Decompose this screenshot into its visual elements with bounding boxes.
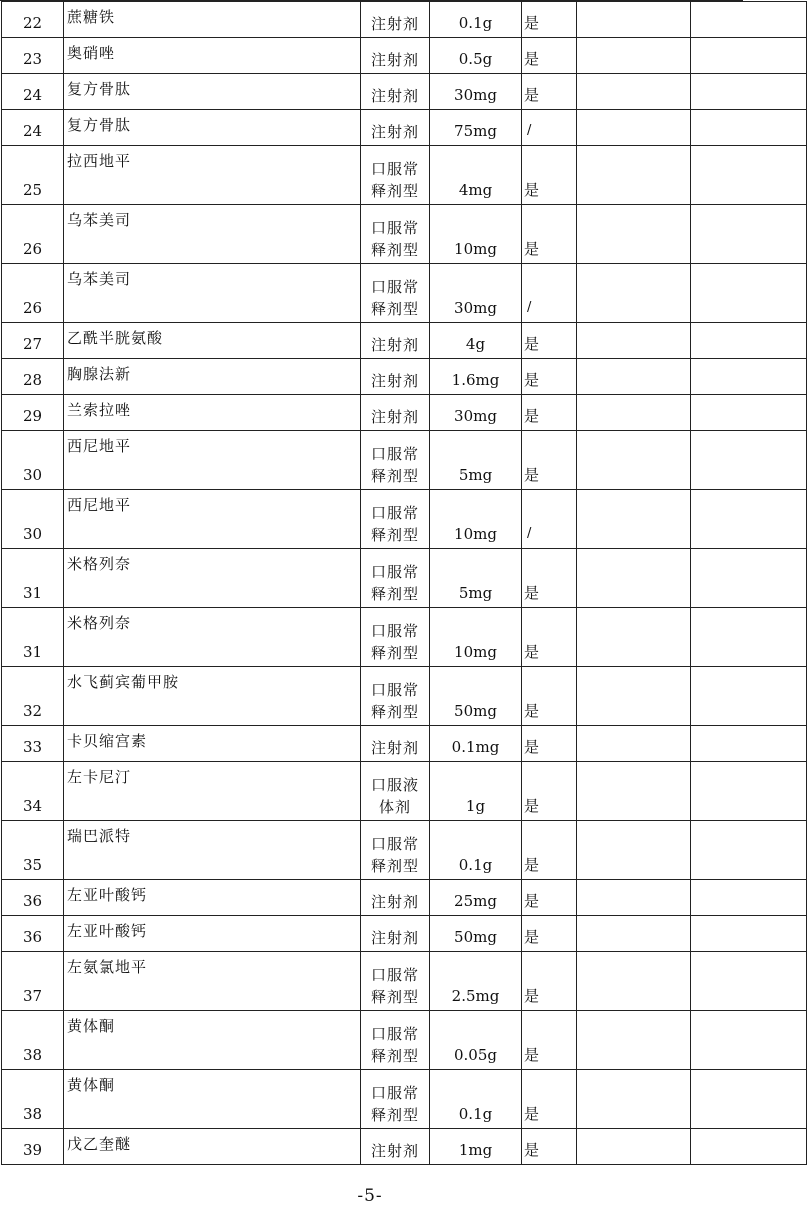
dosage-form-line: 释剂型 (370, 585, 419, 603)
empty-cell (577, 762, 691, 821)
empty-cell (691, 667, 807, 726)
specification: 5mg (430, 549, 522, 608)
flag-cell: 是 (522, 726, 577, 762)
empty-cell (577, 608, 691, 667)
flag-cell: 是 (522, 916, 577, 952)
specification: 10mg (430, 205, 522, 264)
flag-cell: 是 (522, 205, 577, 264)
table-row (2, 205, 807, 264)
flag-cell: 是 (522, 1011, 577, 1070)
empty-cell (691, 726, 807, 762)
drug-name: 奥硝唑 (64, 38, 361, 74)
flag-cell: 是 (522, 821, 577, 880)
specification: 1.6mg (430, 359, 522, 395)
table-row (2, 323, 807, 359)
specification: 0.5g (430, 38, 522, 74)
dosage-form-line: 口服常 (370, 966, 419, 984)
dosage-form-line: 口服常 (370, 504, 419, 522)
dosage-form-line: 释剂型 (370, 644, 419, 662)
row-number: 31 (2, 549, 64, 608)
empty-cell (691, 146, 807, 205)
empty-cell (577, 1070, 691, 1129)
dosage-form-line: 释剂型 (370, 241, 419, 259)
table-row (2, 726, 807, 762)
empty-cell (691, 1129, 807, 1165)
drug-name: 胸腺法新 (64, 359, 361, 395)
dosage-form (361, 146, 430, 205)
table-body (2, 2, 807, 1165)
empty-cell (691, 395, 807, 431)
dosage-form (361, 38, 430, 74)
row-number: 32 (2, 667, 64, 726)
flag-cell: 是 (522, 1129, 577, 1165)
specification: 50mg (430, 916, 522, 952)
table-row (2, 110, 807, 146)
dosage-form-line: 释剂型 (370, 300, 419, 318)
empty-cell (577, 146, 691, 205)
dosage-form (361, 549, 430, 608)
empty-cell (577, 880, 691, 916)
row-number: 24 (2, 74, 64, 110)
row-number: 23 (2, 38, 64, 74)
dosage-form (361, 1070, 430, 1129)
specification: 0.1mg (430, 726, 522, 762)
table-row (2, 359, 807, 395)
empty-cell (691, 38, 807, 74)
row-number: 26 (2, 205, 64, 264)
row-number: 38 (2, 1011, 64, 1070)
empty-cell (691, 762, 807, 821)
flag-cell: 是 (522, 608, 577, 667)
empty-cell (577, 726, 691, 762)
dosage-form (361, 431, 430, 490)
table-row (2, 1129, 807, 1165)
drug-name: 黄体酮 (64, 1011, 361, 1070)
flag-cell: 是 (522, 2, 577, 38)
flag-cell: 是 (522, 38, 577, 74)
dosage-form (361, 359, 430, 395)
dosage-form (361, 2, 430, 38)
dosage-form-line: 注射剂 (370, 372, 419, 390)
empty-cell (577, 952, 691, 1011)
drug-name: 拉西地平 (64, 146, 361, 205)
empty-cell (577, 359, 691, 395)
empty-cell (577, 264, 691, 323)
dosage-form-line: 注射剂 (370, 893, 419, 911)
flag-cell: 是 (522, 762, 577, 821)
empty-cell (691, 431, 807, 490)
drug-name: 乌苯美司 (64, 264, 361, 323)
dosage-form (361, 74, 430, 110)
dosage-form (361, 323, 430, 359)
drug-name: 左氨氯地平 (64, 952, 361, 1011)
row-number: 30 (2, 490, 64, 549)
table-row (2, 762, 807, 821)
dosage-form-line: 释剂型 (370, 703, 419, 721)
dosage-form-line: 口服常 (370, 1084, 419, 1102)
specification: 10mg (430, 608, 522, 667)
dosage-form (361, 726, 430, 762)
dosage-form (361, 264, 430, 323)
dosage-form-line: 口服常 (370, 835, 419, 853)
dosage-form-line: 注射剂 (370, 929, 419, 947)
dosage-form-line: 口服常 (370, 278, 419, 296)
specification: 10mg (430, 490, 522, 549)
table-row (2, 264, 807, 323)
drug-name: 蔗糖铁 (64, 2, 361, 38)
specification: 1mg (430, 1129, 522, 1165)
empty-cell (577, 323, 691, 359)
dosage-form (361, 762, 430, 821)
drug-name: 乙酰半胱氨酸 (64, 323, 361, 359)
empty-cell (577, 431, 691, 490)
row-number: 27 (2, 323, 64, 359)
flag-cell: 是 (522, 667, 577, 726)
dosage-form-line: 释剂型 (370, 526, 419, 544)
empty-cell (691, 110, 807, 146)
drug-name: 卡贝缩宫素 (64, 726, 361, 762)
dosage-form (361, 490, 430, 549)
dosage-form-line: 口服常 (370, 563, 419, 581)
table-row (2, 74, 807, 110)
dosage-form-line: 释剂型 (370, 857, 419, 875)
drug-name: 复方骨肽 (64, 74, 361, 110)
flag-cell: 是 (522, 952, 577, 1011)
dosage-form-line: 注射剂 (370, 87, 419, 105)
empty-cell (577, 74, 691, 110)
empty-cell (691, 952, 807, 1011)
drug-name: 米格列奈 (64, 608, 361, 667)
table-row (2, 880, 807, 916)
drug-name: 复方骨肽 (64, 110, 361, 146)
specification: 4g (430, 323, 522, 359)
table-row (2, 952, 807, 1011)
empty-cell (577, 1129, 691, 1165)
dosage-form-line: 体剂 (378, 798, 411, 816)
drug-name: 戊乙奎醚 (64, 1129, 361, 1165)
row-number: 28 (2, 359, 64, 395)
dosage-form (361, 608, 430, 667)
drug-name: 水飞蓟宾葡甲胺 (64, 667, 361, 726)
drug-name: 瑞巴派特 (64, 821, 361, 880)
dosage-form-line: 口服常 (370, 622, 419, 640)
dosage-form-line: 口服常 (370, 445, 419, 463)
table-row (2, 395, 807, 431)
table-row (2, 1011, 807, 1070)
dosage-form-line: 注射剂 (370, 15, 419, 33)
specification: 0.1g (430, 821, 522, 880)
row-number: 25 (2, 146, 64, 205)
dosage-form (361, 916, 430, 952)
table-row (2, 608, 807, 667)
dosage-form-line: 释剂型 (370, 988, 419, 1006)
specification: 30mg (430, 264, 522, 323)
empty-cell (691, 821, 807, 880)
empty-cell (691, 608, 807, 667)
dosage-form (361, 1129, 430, 1165)
row-number: 39 (2, 1129, 64, 1165)
empty-cell (691, 880, 807, 916)
specification: 50mg (430, 667, 522, 726)
empty-cell (691, 1070, 807, 1129)
flag-cell: 是 (522, 880, 577, 916)
empty-cell (577, 395, 691, 431)
flag-cell: / (522, 264, 577, 323)
dosage-form (361, 1011, 430, 1070)
row-number: 36 (2, 916, 64, 952)
drug-name: 左亚叶酸钙 (64, 916, 361, 952)
row-number: 31 (2, 608, 64, 667)
row-number: 29 (2, 395, 64, 431)
empty-cell (577, 916, 691, 952)
flag-cell: 是 (522, 146, 577, 205)
dosage-form (361, 667, 430, 726)
dosage-form-line: 口服液 (370, 776, 419, 794)
dosage-form-line: 注射剂 (370, 739, 419, 757)
flag-cell: / (522, 490, 577, 549)
dosage-form-line: 释剂型 (370, 467, 419, 485)
row-number: 37 (2, 952, 64, 1011)
row-number: 34 (2, 762, 64, 821)
drug-name: 乌苯美司 (64, 205, 361, 264)
empty-cell (691, 916, 807, 952)
empty-cell (577, 490, 691, 549)
drug-name: 左亚叶酸钙 (64, 880, 361, 916)
empty-cell (577, 205, 691, 264)
empty-cell (691, 205, 807, 264)
specification: 0.1g (430, 2, 522, 38)
flag-cell: 是 (522, 323, 577, 359)
dosage-form-line: 注射剂 (370, 336, 419, 354)
empty-cell (691, 549, 807, 608)
table-row (2, 821, 807, 880)
dosage-form-line: 口服常 (370, 1025, 419, 1043)
flag-cell: 是 (522, 395, 577, 431)
dosage-form (361, 952, 430, 1011)
drug-table (1, 1, 807, 1165)
specification: 0.1g (430, 1070, 522, 1129)
dosage-form-line: 释剂型 (370, 182, 419, 200)
row-number: 22 (2, 2, 64, 38)
row-number: 38 (2, 1070, 64, 1129)
specification: 2.5mg (430, 952, 522, 1011)
specification: 1g (430, 762, 522, 821)
dosage-form-line: 注射剂 (370, 1142, 419, 1160)
row-number: 35 (2, 821, 64, 880)
dosage-form-line: 口服常 (370, 160, 419, 178)
row-number: 24 (2, 110, 64, 146)
dosage-form-line: 口服常 (370, 681, 419, 699)
dosage-form (361, 395, 430, 431)
dosage-form-line: 注射剂 (370, 51, 419, 69)
specification: 4mg (430, 146, 522, 205)
table-row (2, 38, 807, 74)
dosage-form (361, 821, 430, 880)
drug-name: 左卡尼汀 (64, 762, 361, 821)
empty-cell (577, 821, 691, 880)
table-row (2, 431, 807, 490)
empty-cell (691, 323, 807, 359)
table-row (2, 2, 807, 38)
specification: 75mg (430, 110, 522, 146)
table-row (2, 549, 807, 608)
empty-cell (577, 38, 691, 74)
empty-cell (691, 264, 807, 323)
dosage-form-line: 注射剂 (370, 123, 419, 141)
drug-name: 黄体酮 (64, 1070, 361, 1129)
flag-cell: 是 (522, 549, 577, 608)
dosage-form-line: 注射剂 (370, 408, 419, 426)
row-number: 33 (2, 726, 64, 762)
row-number: 26 (2, 264, 64, 323)
empty-cell (577, 110, 691, 146)
flag-cell: 是 (522, 431, 577, 490)
empty-cell (577, 667, 691, 726)
table-row (2, 1070, 807, 1129)
specification: 25mg (430, 880, 522, 916)
table-row (2, 916, 807, 952)
table-row (2, 146, 807, 205)
table-row (2, 667, 807, 726)
dosage-form-line: 释剂型 (370, 1047, 419, 1065)
specification: 30mg (430, 395, 522, 431)
drug-name: 西尼地平 (64, 490, 361, 549)
specification: 0.05g (430, 1011, 522, 1070)
drug-name: 西尼地平 (64, 431, 361, 490)
dosage-form (361, 205, 430, 264)
drug-name: 兰索拉唑 (64, 395, 361, 431)
empty-cell (577, 2, 691, 38)
dosage-form-line: 释剂型 (370, 1106, 419, 1124)
row-number: 30 (2, 431, 64, 490)
empty-cell (577, 549, 691, 608)
empty-cell (691, 74, 807, 110)
empty-cell (691, 1011, 807, 1070)
flag-cell: 是 (522, 74, 577, 110)
flag-cell: 是 (522, 359, 577, 395)
flag-cell: 是 (522, 1070, 577, 1129)
empty-cell (691, 359, 807, 395)
flag-cell: / (522, 110, 577, 146)
row-number: 36 (2, 880, 64, 916)
empty-cell (691, 490, 807, 549)
specification: 5mg (430, 431, 522, 490)
dosage-form (361, 110, 430, 146)
specification: 30mg (430, 74, 522, 110)
dosage-form-line: 口服常 (370, 219, 419, 237)
table-row (2, 490, 807, 549)
empty-cell (691, 2, 807, 38)
drug-name: 米格列奈 (64, 549, 361, 608)
page-number: -5- (357, 1186, 383, 1206)
dosage-form (361, 880, 430, 916)
empty-cell (577, 1011, 691, 1070)
